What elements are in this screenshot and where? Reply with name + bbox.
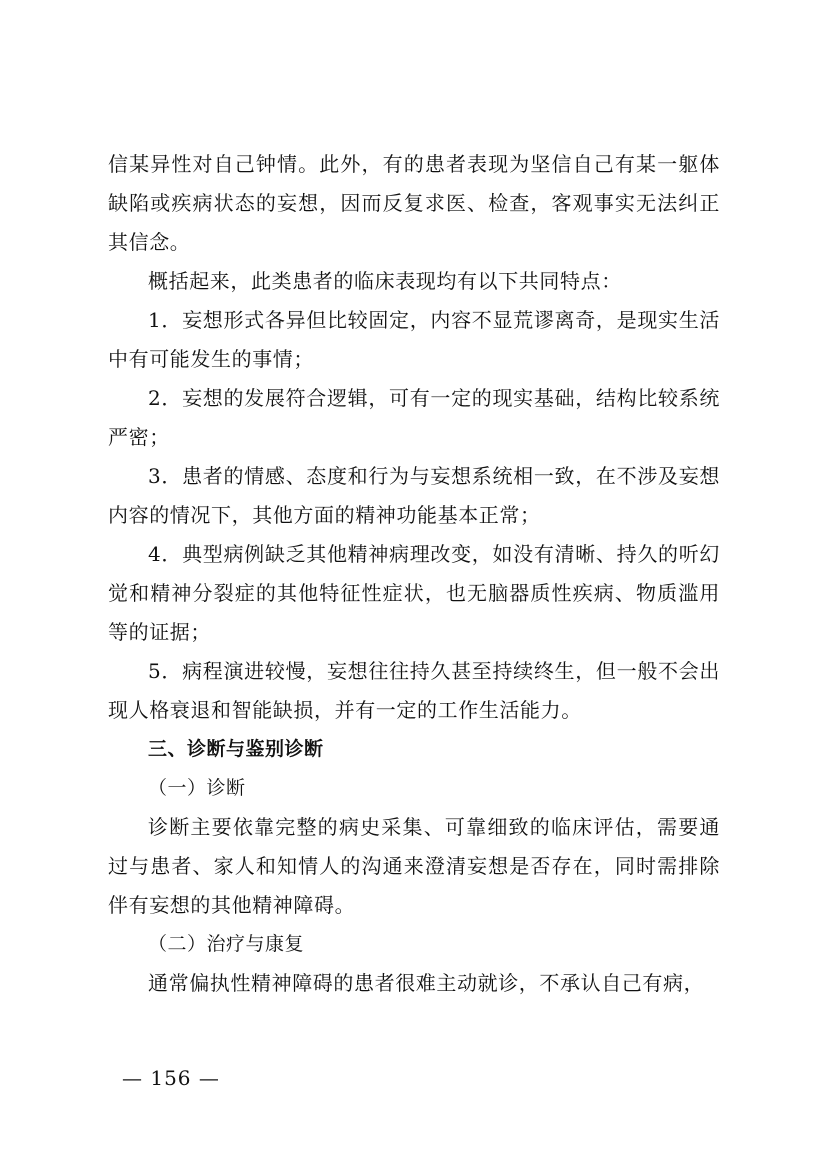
section-heading: 三、诊断与鉴别诊断	[148, 738, 324, 760]
paragraph-diagnosis: 诊断主要依靠完整的病史采集、可靠细致的临床评估，需要通过与患者、家人和知情人的沟通来澄清妄想是否存在，同时需排除伴有妄想的其他精神障碍。	[108, 815, 720, 917]
list-item-3: 3．患者的情感、态度和行为与妄想系统相一致，在不涉及妄想内容的情况下，其他方面的精神功能基本正常；	[108, 464, 720, 527]
list-item-1: 1．妄想形式各异但比较固定，内容不显荒谬离奇，是现实生活中有可能发生的事情；	[108, 308, 720, 371]
paragraph-treatment: 通常偏执性精神障碍的患者很难主动就诊，不承认自己有病，	[148, 971, 705, 995]
paragraph-continuation: 信某异性对自己钟情。此外，有的患者表现为坚信自己有某一躯体缺陷或疾病状态的妄想，因而反复求医、检查，客观事实无法纠正其信念。	[108, 152, 720, 254]
paragraph-summary: 概括起来，此类患者的临床表现均有以下共同特点：	[148, 269, 622, 293]
list-item-4: 4．典型病例缺乏其他精神病理改变，如没有清晰、持久的听幻觉和精神分裂症的其他特征性症状，也无脑器质性疾病、物质滥用等的证据；	[108, 542, 720, 644]
list-item-2: 2．妄想的发展符合逻辑，可有一定的现实基础，结构比较系统严密；	[108, 386, 720, 449]
body-text	[108, 145, 720, 1003]
subsection-heading-treatment: （二）治疗与康复	[148, 933, 305, 955]
subsection-heading-diagnosis: （一）诊断	[148, 777, 246, 799]
list-item-5: 5．病程演进较慢，妄想往往持久甚至持续终生，但一般不会出现人格衰退和智能缺损，并有一定的工作生活能力。	[108, 659, 720, 722]
page-number: — 156 —	[122, 1066, 220, 1090]
